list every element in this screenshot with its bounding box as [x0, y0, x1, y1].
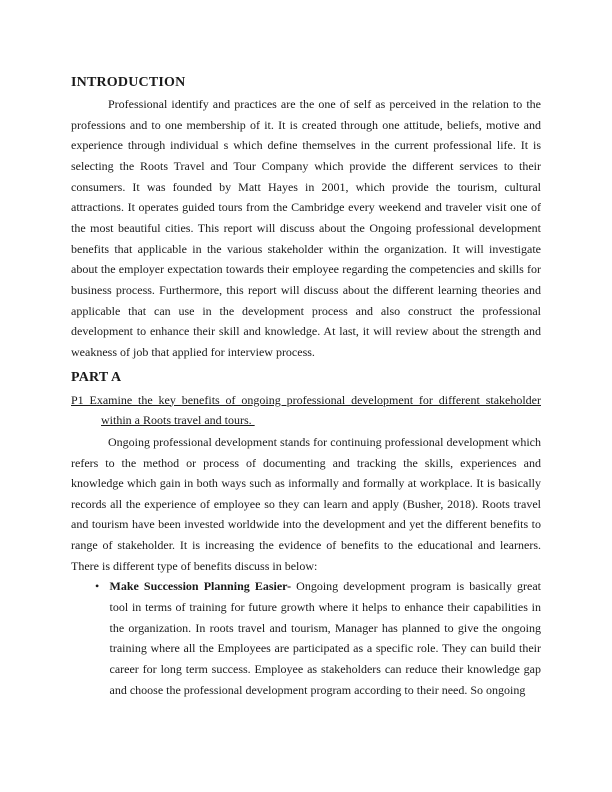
bullet-text: Ongoing development program is basically great tool in terms of training for future growth where it helps to enhance their capabilities in the organization. In roots travel and tourism, Manager has planned to give the ongoing training where all the Employees are participated as a specific role. They can build their career for long term success. Employee as stakeholders can reduce their knowledge gap and choose the professional development program according to their need. So ongoing	[109, 579, 541, 697]
bullet-lead-bold: Make Succession Planning Easier-	[109, 579, 292, 594]
p1-heading-line1: P1 Examine the key benefits of ongoing professional development for different stakeholder	[71, 392, 541, 407]
bullet-item-succession-planning	[71, 576, 541, 700]
bullet-icon: •	[95, 579, 100, 594]
part-a-paragraph: Ongoing professional development stands for continuing professional development which refers to the method or process of documenting and tracking the skills, experiences and knowledge which gain in both ways such as informally and formally at workplace. It is basically records all the experience of employee so they can learn and apply (Busher, 2018). Roots travel and tourism have been invested worldwide into the development and yet the different benefits to range of stakeholder. It is increasing the evidence of benefits to the educational and learners. There is different type of benefits discuss in below:	[71, 434, 541, 573]
p1-task-heading	[71, 390, 541, 431]
introduction-paragraph: Professional identify and practices are the one of self as perceived in the relation to the professions and to one membership of it. It is created through one attitude, beliefs, motive and experience through individual s which define themselves in the current professional life. It is selecting the Roots Travel and Tour Company which provide the different services to their consumers. It was founded by Matt Hayes in 2001, which provide the tourism, cultural attractions. It operates guided tours from the Cambridge every weekend and traveler visit one of the most beautiful cities. This report will discuss about the Ongoing professional development benefits that applicable in the various stakeholder within the organization. It will investigate about the employer expectation towards their employee regarding the competencies and skills for business process. Furthermore, this report will discuss about the different learning theories and applicable that can use in the development process and also construct the professional development to enhance their skill and knowledge. At last, it will review about the strength and weakness of job that applied for interview process.	[71, 97, 541, 359]
p1-heading-line2	[71, 410, 541, 431]
part-a-heading: PART A	[71, 369, 122, 385]
p1-heading-line2-text: within a Roots travel and tours.	[101, 413, 255, 428]
introduction-heading: INTRODUCTION	[71, 75, 186, 90]
